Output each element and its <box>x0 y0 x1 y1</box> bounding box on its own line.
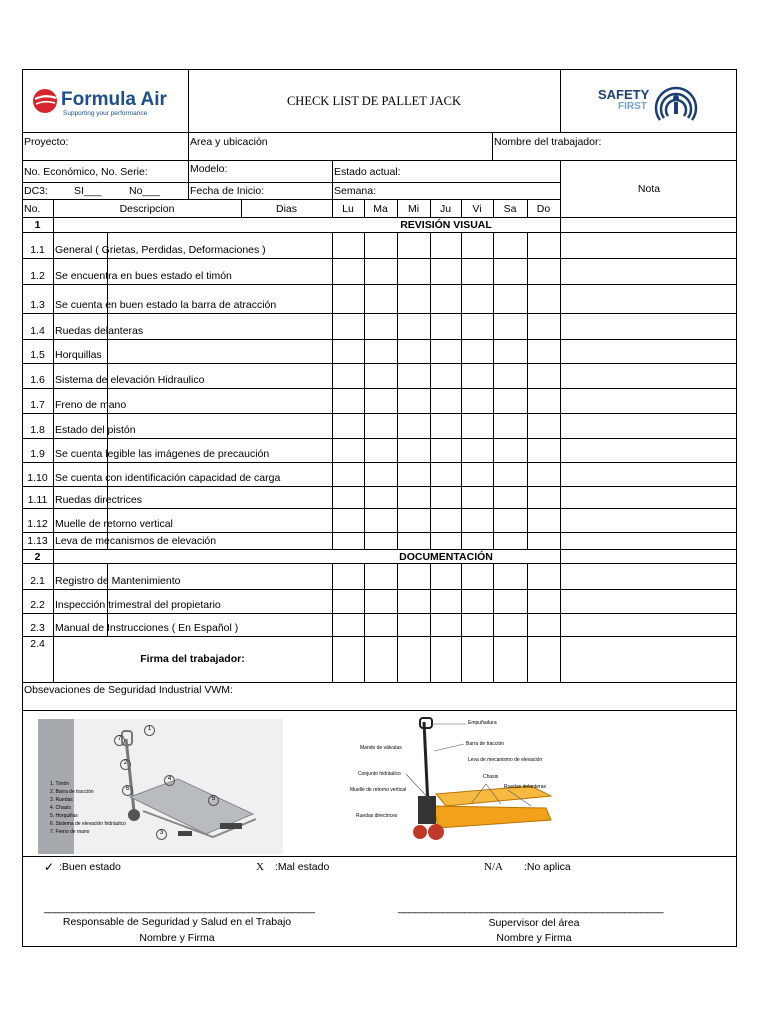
grid-hline <box>22 284 737 285</box>
item-number: 1.13 <box>27 535 48 547</box>
grid-vline <box>493 232 494 549</box>
grid-hline <box>22 589 737 590</box>
col-descripcion: Descripcion <box>119 203 175 215</box>
item-description: Se cuenta con identificación capacidad de carga <box>55 472 281 484</box>
grid-vline <box>332 563 333 682</box>
callout-2: 2 <box>120 759 131 770</box>
grid-vline <box>527 563 528 682</box>
item-number: 2.1 <box>30 575 45 587</box>
item-description: Inspección trimestral del propietario <box>55 599 221 611</box>
grid-vline <box>560 199 561 217</box>
item-number: 1.8 <box>30 424 45 436</box>
grid-hline <box>22 563 737 564</box>
diagram-left-legend-item: 7. Freno de mano <box>50 829 90 835</box>
right-signature-title: Supervisor del área <box>488 917 580 929</box>
grid-vline <box>560 69 561 132</box>
section-number: 2 <box>34 551 41 563</box>
day-header-mi: Mi <box>407 203 420 215</box>
callout-1: 1 <box>144 725 155 736</box>
estado-label: Estado actual: <box>334 166 401 178</box>
item-number: 1.7 <box>30 399 45 411</box>
grid-vline <box>332 232 333 549</box>
item-number: 2.2 <box>30 599 45 611</box>
formula-air-logo <box>30 86 180 122</box>
pallet-jack-diagram-left <box>38 719 283 854</box>
diagram-left-legend-item: 6. Sistema de elevación hidráulico <box>50 821 126 827</box>
day-header-ma: Ma <box>373 203 388 215</box>
item-description: Horquillas <box>55 349 102 361</box>
grid-vline <box>430 199 431 217</box>
day-header-vi: Vi <box>472 203 482 215</box>
grid-hline <box>22 182 560 183</box>
grid-vline <box>461 232 462 549</box>
observaciones-label: Obsevaciones de Seguridad Industrial VWM: <box>24 684 233 696</box>
grid-hline <box>22 388 737 389</box>
grid-vline <box>364 563 365 682</box>
area-label: Area y ubicación <box>190 136 268 148</box>
day-header-lu: Lu <box>342 203 354 215</box>
grid-hline <box>22 856 737 857</box>
callout-6: 6 <box>122 785 133 796</box>
diagram-left-legend-item: 3. Ruedas <box>50 797 73 803</box>
grid-vline <box>364 232 365 549</box>
grid-hline <box>22 549 737 550</box>
callout-7: 7 <box>114 735 125 746</box>
grid-hline <box>22 363 737 364</box>
label-mando: Mando de válvulas <box>360 745 402 751</box>
nota-header: Nota <box>637 183 661 195</box>
grid-vline <box>332 199 333 217</box>
item-description: Se cuenta en buen estado la barra de atracción <box>55 299 277 311</box>
grid-hline <box>22 462 737 463</box>
item-description: Se encuentra en bues estado el timón <box>55 270 232 282</box>
grid-hline <box>22 508 737 509</box>
grid-hline <box>22 258 737 259</box>
no-aplica-label: :No aplica <box>524 861 571 873</box>
left-signature-title: Responsable de Seguridad y Salud en el Trabajo <box>62 916 292 928</box>
grid-vline <box>241 199 242 217</box>
item-number: 1.6 <box>30 374 45 386</box>
item-description: Estado del pistón <box>55 424 136 436</box>
grid-hline <box>22 613 737 614</box>
item-description: Ruedas delanteras <box>55 325 144 337</box>
label-leva: Leva de mecanismo de elevación <box>468 757 543 763</box>
label-empunadura: Empuñadura <box>468 720 497 726</box>
grid-vline <box>188 69 189 132</box>
safety-logo-line2: FIRST <box>618 101 647 112</box>
col-no: No. <box>24 203 41 215</box>
safety-first-logo <box>592 76 707 128</box>
label-conjunto: Conjunto hidráulico <box>358 771 401 777</box>
item-number: 1.12 <box>27 518 48 530</box>
label-chasis: Chasis <box>483 774 499 780</box>
col-dias: Dias <box>275 203 297 215</box>
semana-label: Semana: <box>334 185 377 197</box>
item-number: 2.3 <box>30 622 45 634</box>
grid-vline <box>461 199 462 217</box>
left-signature-sub: Nombre y Firma <box>139 932 215 944</box>
item-description: Muelle de retorno vertical <box>55 518 173 530</box>
grid-vline <box>397 232 398 549</box>
trabajador-label: Nombre del trabajador: <box>494 136 602 148</box>
dc3-label: DC3: <box>24 185 48 197</box>
economico-label: No. Económico, No. Serie: <box>24 166 148 178</box>
callout-5: 5 <box>208 795 219 806</box>
grid-hline <box>22 486 737 487</box>
grid-hline <box>22 232 737 233</box>
mal-estado-label: :Mal estado <box>275 861 330 873</box>
grid-vline <box>397 563 398 682</box>
section-title: REVISIÓN VISUAL <box>400 219 492 231</box>
buen-estado-label: :Buen estado <box>59 861 121 873</box>
item-description: Leva de mecanismos de elevación <box>55 535 217 547</box>
grid-vline <box>560 160 561 682</box>
pallet-jack-diagram-right <box>346 716 556 856</box>
grid-vline <box>364 199 365 217</box>
grid-hline <box>22 682 737 683</box>
callout-4: 4 <box>164 775 175 786</box>
grid-hline <box>22 413 737 414</box>
item-description: Freno de mano <box>55 399 127 411</box>
diagram-left-legend-item: 2. Barra de tracción <box>50 789 94 795</box>
check-icon: ✓ <box>44 860 55 874</box>
diagram-left-legend-item: 5. Horquillas <box>50 813 78 819</box>
safety-person-icon <box>650 76 702 128</box>
grid-vline <box>397 199 398 217</box>
grid-vline <box>430 563 431 682</box>
grid-vline <box>53 199 54 682</box>
section-title: DOCUMENTACIÓN <box>399 551 493 563</box>
proyecto-label: Proyecto: <box>24 136 69 148</box>
grid-hline <box>22 132 737 133</box>
item-description: General ( Grietas, Perdidas, Deformaciones ) <box>55 244 266 256</box>
grid-hline <box>22 199 560 200</box>
brand-name: Formula Air <box>61 89 167 110</box>
grid-hline <box>22 313 737 314</box>
item-number: 1.5 <box>30 349 45 361</box>
grid-vline <box>461 563 462 682</box>
grid-vline <box>430 232 431 549</box>
item-number: 1.3 <box>30 299 45 311</box>
modelo-label: Modelo: <box>190 163 228 175</box>
item-number: 1.4 <box>30 325 45 337</box>
safety-logo-line1: SAFETY <box>598 87 650 102</box>
grid-hline <box>22 339 737 340</box>
grid-hline <box>22 532 737 533</box>
item-number: 1.11 <box>27 494 48 506</box>
page-title: CHECK LIST DE PALLET JACK <box>286 94 462 108</box>
grid-hline <box>22 710 737 711</box>
label-ruedas-directrices: Ruedas directrices <box>356 813 398 819</box>
grid-vline <box>527 199 528 217</box>
na-symbol: N/A <box>484 861 503 873</box>
item-number: 1.2 <box>30 270 45 282</box>
callout-3: 3 <box>156 829 167 840</box>
dc3-si: SI___ <box>74 185 102 197</box>
firma-trabajador-label: Firma del trabajador: <box>140 653 245 665</box>
diagram-left-legend-item: 4. Chasis <box>50 805 71 811</box>
item-description: Manual de Instrucciones ( En Español ) <box>55 622 239 634</box>
label-barra: Barra de tracción <box>466 741 505 747</box>
dc3-no: No___ <box>129 185 160 197</box>
section-number: 1 <box>34 219 41 231</box>
item-description: Sistema de elevación Hidraulico <box>55 374 205 386</box>
item-description: Se cuenta legible las imágenes de precaución <box>55 448 270 460</box>
diagram-left-legend-item: 1. Timón <box>50 781 70 787</box>
label-muelle: Muelle de retorno vertical <box>350 787 407 793</box>
grid-hline <box>22 160 737 161</box>
grid-vline <box>493 199 494 217</box>
right-signature-sub: Nombre y Firma <box>496 932 572 944</box>
item-number: 1.10 <box>27 472 48 484</box>
formula-air-icon <box>32 88 58 114</box>
grid-hline <box>22 438 737 439</box>
item-description: Ruedas directrices <box>55 494 142 506</box>
item-description: Registro de Mantenimiento <box>55 575 181 587</box>
grid-vline <box>527 232 528 549</box>
day-header-sa: Sa <box>503 203 517 215</box>
grid-vline <box>493 563 494 682</box>
item-number: 1.1 <box>30 244 45 256</box>
item-number: 2.4 <box>30 638 45 650</box>
day-header-do: Do <box>536 203 551 215</box>
item-number: 1.9 <box>30 448 45 460</box>
brand-tagline: Supporting your performance <box>63 110 148 117</box>
mal-estado-symbol: X <box>256 861 264 873</box>
day-header-ju: Ju <box>439 203 452 215</box>
right-signature-line: ________________________________________________ <box>398 902 663 914</box>
left-signature-line: _________________________________________________ <box>44 902 315 914</box>
grid-hline <box>22 636 737 637</box>
grid-hline <box>22 217 737 218</box>
label-ruedas-delanteras: Ruedas delanteras <box>504 784 546 790</box>
grid-vline <box>492 132 493 160</box>
grid-vline <box>188 132 189 199</box>
fecha-label: Fecha de Inicio: <box>190 185 265 197</box>
